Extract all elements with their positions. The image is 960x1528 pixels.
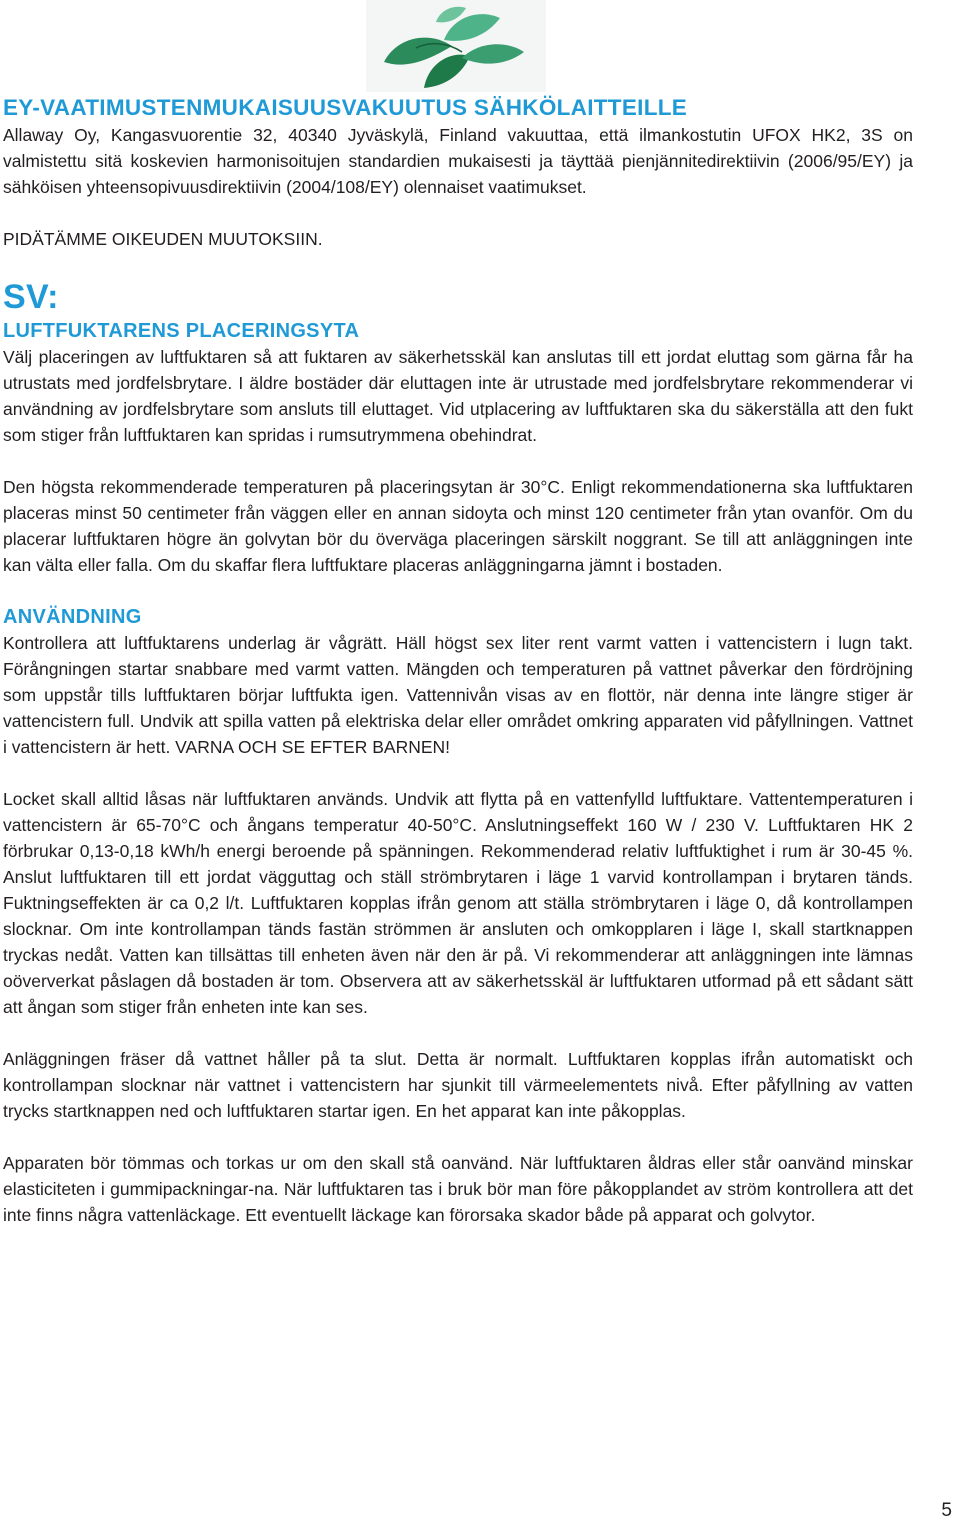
declaration-paragraph: Allaway Oy, Kangasvuorentie 32, 40340 Jyväskylä, Finland vakuuttaa, että ilmankostutin UFOX HK2, 3S on valmistettu sitä koskevien harmonisoitujen standardien mukaisesti ja täyttää pienjännitedirektiivin (2006/95/EY) ja sähköisen yhteensopivuusdirektiivin (2004/108/EY) olennaiset vaatimukset. (3, 125, 913, 197)
placement-heading: LUFTFUKTARENS PLACERINGSYTA (3, 320, 360, 342)
usage-paragraph: Apparaten bör tömmas och torkas ur om den skall stå oanvänd. När luftfuktaren åldras eller står oanvänd minskar elasticiteten i gummipackningar-na. När luftfuktaren tas i bruk bör man före påkopplandet av ström kontrollera att det inte finns några vattenläckage. Ett eventuellt läckage kan förorsaka skador både på apparat och golvytor. (3, 1153, 913, 1225)
usage-heading: ANVÄNDNING (3, 606, 142, 628)
usage-paragraph: Kontrollera att luftfuktarens underlag är vågrätt. Häll högst sex liter rent varmt vatten i vattencistern i lugn takt. Förångningen startar snabbare med varmt vatten. Mängden och temperaturen på vattnet påverkar den fördröjning som uppstår tills luftfuktaren börjar luftfukta igen. Vattennivån visas av en flottör, när denna inte längre stiger är vattencistern full. Undvik att spilla vatten på elektriska delar eller området omkring apparaten vid påfyllningen. Vattnet i vattencistern är hett. VARNA OCH SE EFTER BARNEN! (3, 633, 913, 757)
reservation-notice: PIDÄTÄMME OIKEUDEN MUUTOKSIIN. (3, 229, 323, 249)
usage-paragraph: Anläggningen fräser då vattnet håller på ta slut. Detta är normalt. Luftfuktaren kopplas ifrån automatiskt och kontrollampan slocknar när vattnet i vattencistern har sjunkit till värmeelementets nivå. Efter påfyllning av vatten trycks startknappen ned och luftfuktaren startar igen. En het apparat kan inte påkopplas. (3, 1049, 913, 1121)
usage-paragraph: Locket skall alltid låsas när luftfuktaren används. Undvik att flytta på en vattenfylld luftfuktare. Vattentemperaturen i vattencistern är 65-70°C och ångans temperatur 40-50°C. Anslutningseffekt 160 W / 230 V. Luftfuktaren HK 2 förbrukar 0,13-0,18 kWh/h energi beroende på spänningen. Rekommenderad relativ luftfuktighet i rum är 30-45 %. Anslut luftfuktaren till ett jordat vägguttag och ställ strömbrytaren i läge 1 varvid kontrollampan i brytaren tänds. Fuktningseffekten är ca 0,2 l/t. Luftfuktaren kopplas ifrån genom att ställa strömbrytaren i läge 0, då kontrollampen slocknar. Om inte kontrollampan tänds fastän strömmen är ansluten och omkopplaren i läge I, skall startknappen tryckas nedåt. Vatten kan tillsättas till enheten även när den är på. Vi rekommenderar att anläggningen inte lämnas oöververkat påslagen då bostaden är tom. Observera att av säkerhetsskäl är luftfuktaren utformad på ett sådant sätt att ångan som stiger från enheten inte kan ses. (3, 789, 913, 1017)
declaration-title: EY-VAATIMUSTENMUKAISUUSVAKUUTUS SÄHKÖLAITTEILLE (3, 95, 688, 120)
green-leaves-logo-icon (366, 0, 546, 92)
placement-paragraph: Den högsta rekommenderade temperaturen på placeringsytan är 30°C. Enligt rekommendationerna ska luftfuktaren placeras minst 50 centimeter från väggen eller en annan sidoyta och minst 120 centimeter från ytan ovanför. Om du placerar luftfuktaren högre än golvytan bör du överväga placeringen särskilt noggrant. Se till att anläggningen inte kan välta eller falla. Om du skaffar flera luftfuktare placeras anläggningarna jämnt i bostaden. (3, 477, 913, 575)
document-body (3, 94, 913, 1228)
swedish-language-heading: SV: (3, 278, 59, 316)
page-number: 5 (941, 1500, 952, 1521)
placement-paragraph: Välj placeringen av luftfuktaren så att fuktaren av säkerhetsskäl kan anslutas till ett jordat eluttag som gärna får ha utrustats med jordfelsbrytare. I äldre bostäder där eluttagen inte är utrustade med jordfelsbrytare rekommenderar vi användning av jordfelsbrytare som ansluts till eluttaget. Vid utplacering av luftfuktaren ska du säkerställa att den fukt som stiger från luftfuktaren kan spridas i rumsutrymmena obehindrat. (3, 347, 913, 445)
